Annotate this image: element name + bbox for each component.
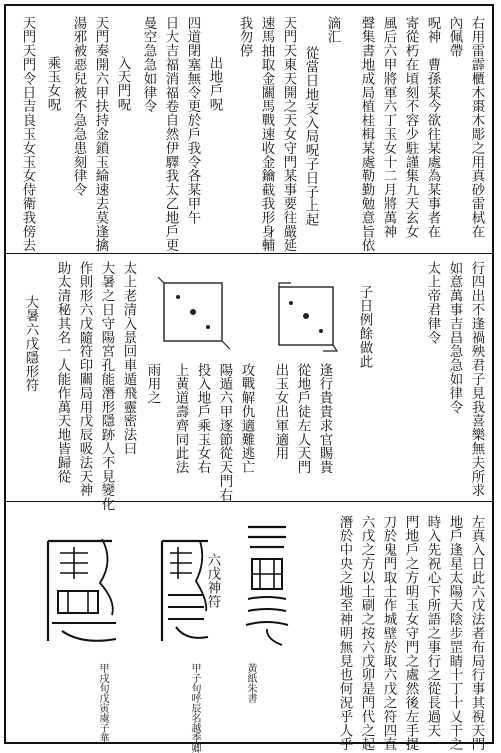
bottom-section <box>6 503 492 753</box>
talisman-caption: 甲子旬呼辰名越季卿 <box>189 663 200 753</box>
diagram-lines <box>154 273 234 353</box>
text-column: 投入地戶乘玉女右 <box>195 363 210 475</box>
diagram-lines <box>271 281 341 355</box>
text-column: 速馬抽取金關馬戰速收金鑰截我形身輔 <box>259 16 274 253</box>
section-divider <box>6 253 492 254</box>
text-column: 出地戶呪 <box>207 56 222 112</box>
text-column: 從當日地支入局呪子日子上起 <box>303 46 318 227</box>
talisman-caption: 黃紙朱書 <box>245 663 256 703</box>
talisman-strokes <box>156 531 214 651</box>
top-section <box>6 6 492 253</box>
talisman-caption: 甲戌旬戊寅虞子華 <box>97 663 108 743</box>
text-column: 太上帝君律令 <box>425 261 440 345</box>
text-column: 呪神 曹孫某今欲往某處為某事者在 <box>425 16 440 239</box>
text-column: 助太清秘其名一人能作萬天地皆歸從 <box>55 261 70 484</box>
text-column: 大暑之日守陽宮孔能潛形隱跡人不見變化 <box>99 261 114 512</box>
text-column: 地戶逢星太陽天陰步罡睛十丁十乂干之 <box>447 515 462 752</box>
text-column: 日大吉福消福卷自然伊驛我太乙地戶更 <box>163 16 178 253</box>
text-column: 滴汇 <box>325 16 340 44</box>
text-column: 出玉女出軍適用 <box>273 363 288 461</box>
talisman-glyph <box>42 531 122 649</box>
talisman-glyph <box>156 531 214 651</box>
text-column: 陽遁六甲逐節從天門右 <box>217 363 232 502</box>
text-column: 如意萬事吉昌急急如律令 <box>447 261 462 414</box>
text-column: 上黃道壽齊同此法 <box>173 363 188 475</box>
text-column: 我勿停 <box>237 16 252 58</box>
text-column: 攻戰解仇適難逃亡 <box>239 363 254 475</box>
middle-section <box>6 255 492 512</box>
text-column: 右用雷霹櫃木棗木彫之用真砂雷栻在 <box>469 16 484 239</box>
talisman-strokes <box>42 531 122 649</box>
text-column: 天門奏開六甲扶持金鎖玉綸速去莫逢擒 <box>93 16 108 253</box>
text-column: 作則形六戊隨符印關局用戊辰吸法天神 <box>77 261 92 498</box>
text-column: 左真入日此六戊法者布局行事其視天門 <box>469 515 484 752</box>
text-column: 湯邪被惡兒被不急急患刻律令 <box>71 16 86 197</box>
text-column: 雨用之 <box>145 363 160 405</box>
text-column: 乘玉女呪 <box>45 56 60 112</box>
text-column: 潛於中央之地至神明無見也何況乎人乎 <box>337 515 352 752</box>
text-column: 門地戶之方明玉女守門之處然後左手提 <box>403 515 418 752</box>
text-column: 六戊之方以土刷之按六戊卯是門代之起 <box>359 515 374 752</box>
text-column: 風后六甲將軍六丁玉女十二月將萬神 <box>381 16 396 239</box>
text-column: 從地戶徒左人天門 <box>295 363 310 475</box>
talisman-strokes <box>242 519 292 649</box>
text-column: 逢行貴貴求官賜貴 <box>317 363 332 475</box>
text-column: 大暑六戊隱形符 <box>23 295 38 393</box>
text-column: 聲集書地成局植桂楫某處勒勤勉意旨依 <box>359 16 374 253</box>
scripture-page <box>4 4 494 753</box>
text-column: 行四出不逢禍殃君子見我喜樂無夫所求 <box>469 261 484 498</box>
section-divider <box>6 501 492 502</box>
talisman-glyph <box>242 519 292 649</box>
text-column: 時入先祝心下所語之事行之從長過天 <box>425 515 440 738</box>
text-column: 太上老清入景回車遁飛靈密法曰 <box>121 261 136 456</box>
text-column: 曼空急急如律令 <box>141 16 156 114</box>
text-column: 入天門呪 <box>115 56 130 112</box>
formation-diagram <box>271 281 341 355</box>
text-column: 內佩帶 <box>447 16 462 58</box>
text-column: 六戊神符 <box>205 553 220 609</box>
text-column: 子日例餘做此 <box>357 285 372 369</box>
text-column: 天門天東天開之天女守門某事要往嚴延 <box>281 16 296 253</box>
text-column: 天門天門令日吉良玉女玉女侍衛我傍去 <box>20 16 35 253</box>
text-column: 刀於鬼門取土作城壁於取六戊之符四直 <box>381 515 396 752</box>
text-column: 四道閉塞無令更於戶我令各某甲午 <box>185 16 200 225</box>
formation-diagram <box>154 273 234 353</box>
text-column: 寄從朽在頃刻不容少駐謹集九天玄女 <box>403 16 418 239</box>
